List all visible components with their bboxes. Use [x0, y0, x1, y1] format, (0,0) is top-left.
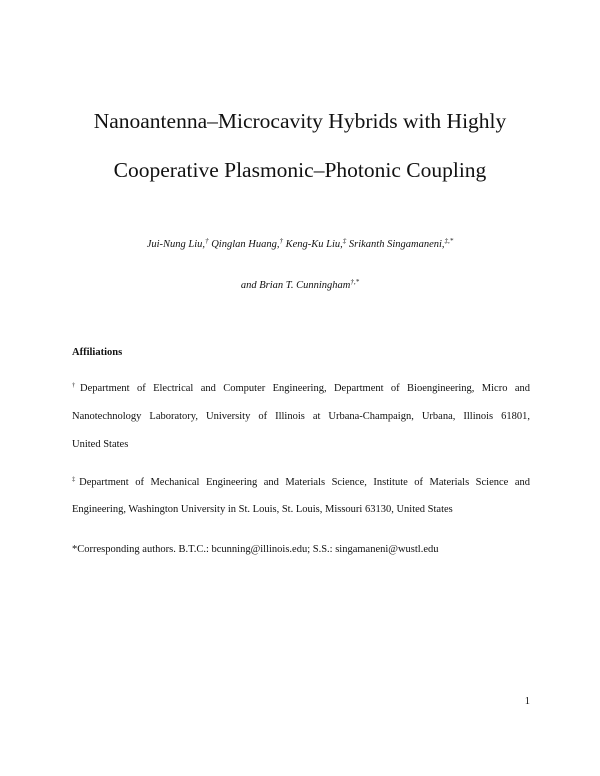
affiliation-text: Department of Mechanical Engineering and Materials Science, Institute of Materials Science and: [79, 477, 531, 488]
author-name: Keng-Ku Liu,: [285, 239, 343, 250]
title-line-1: Nanoantenna–Microcavity Hybrids with Highly: [93, 109, 507, 133]
affiliation-2-line: Engineering, Washington University in St. Louis, St. Louis, Missouri 63130, United States: [72, 504, 453, 515]
affiliation-1-line: [72, 382, 530, 396]
page-number: 1: [524, 696, 530, 707]
author-list: [0, 238, 600, 252]
affiliation-mark: ‡: [72, 476, 80, 483]
affiliation-mark: ‡,*: [444, 237, 454, 245]
affiliation-mark: †: [205, 237, 209, 245]
author-name: Jui-Nung Liu,: [146, 239, 206, 250]
author-name: and Brian T. Cunningham: [240, 280, 351, 291]
author-name: Srikanth Singamaneni,: [348, 239, 445, 250]
affiliation-mark: †: [279, 237, 283, 245]
affiliation-1-line: Nanotechnology Laboratory, University of Illinois at Urbana-Champaign, Urbana, Illinois 61801,: [72, 411, 530, 422]
affiliation-mark: †,*: [350, 278, 360, 286]
affiliation-1-line: United States: [72, 439, 129, 450]
title-line-2: Cooperative Plasmonic–Photonic Coupling: [113, 158, 487, 182]
affiliation-mark: ‡: [342, 237, 347, 245]
author-name: Qinglan Huang,: [211, 239, 280, 250]
affiliation-mark: †: [72, 382, 81, 389]
affiliation-text: Department of Electrical and Computer Engineering, Department of Bioengineering, Micro and: [80, 383, 530, 394]
affiliations-heading: Affiliations: [72, 347, 123, 358]
corresponding-authors: *Corresponding authors. B.T.C.: bcunning@illinois.edu; S.S.: singamaneni@wustl.edu: [72, 544, 439, 555]
author-list-last: [0, 279, 600, 293]
affiliation-2-line: [72, 476, 530, 490]
